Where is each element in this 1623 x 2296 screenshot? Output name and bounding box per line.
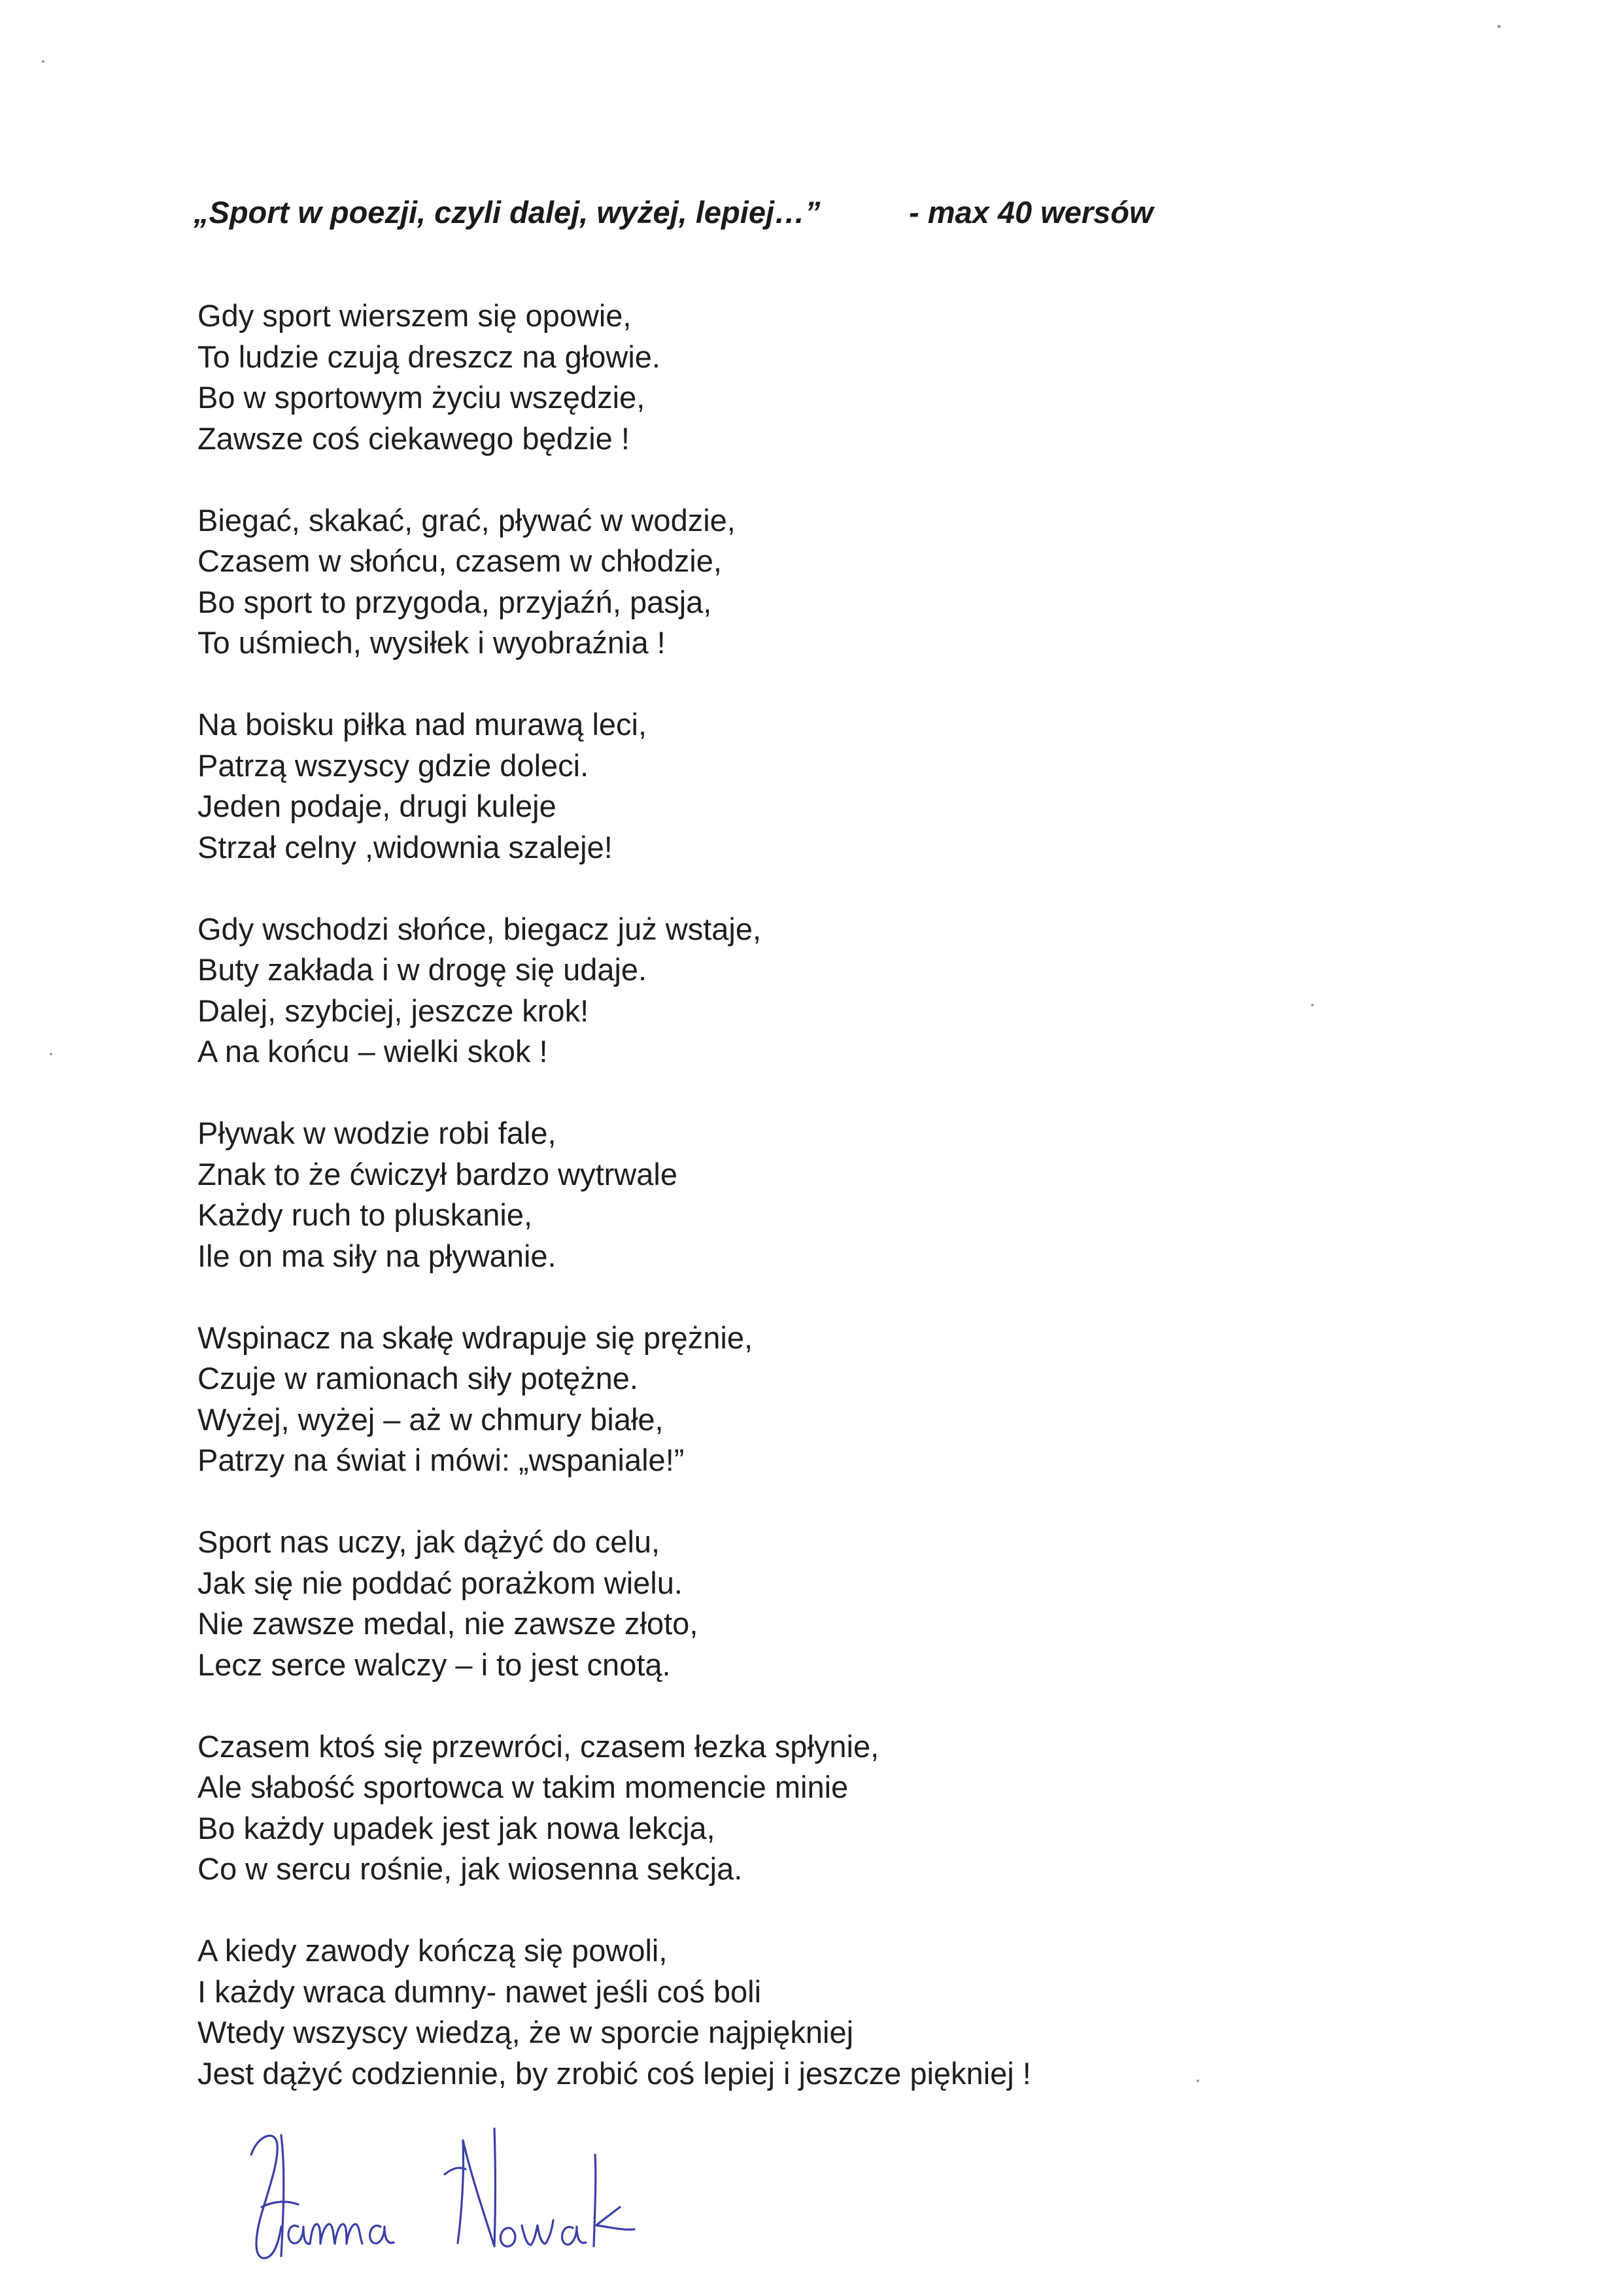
poem-line: Wtedy wszyscy wiedzą, że w sporcie najpiękniej (197, 2015, 854, 2049)
poem-stanza (197, 1318, 1031, 1481)
poem-line: A na końcu – wielki skok ! (197, 1034, 548, 1069)
poem-stanza (197, 1522, 1031, 1685)
poem-line: Lecz serce walczy – i to jest cnotą. (197, 1647, 671, 1682)
poem-line: Biegać, skakać, grać, pływać w wodzie, (197, 502, 736, 538)
poem-line: Nie zawsze medal, nie zawsze złoto, (197, 1606, 698, 1641)
poem-line: Jak się nie poddać porażkom wielu. (197, 1565, 683, 1600)
poem-line: Buty zakłada i w drogę się udaje. (197, 952, 647, 987)
poem-stanza (197, 1726, 1031, 1890)
poem-line: Czasem ktoś się przewróci, czasem łezka spłynie, (197, 1728, 880, 1764)
poem-line: Gdy wschodzi słońce, biegacz już wstaje, (197, 911, 762, 946)
poem-line: Co w sercu rośnie, jak wiosenna sekcja. (197, 1851, 743, 1886)
poem-line: To uśmiech, wysiłek i wyobraźnia ! (197, 625, 666, 660)
poem-line: Każdy ruch to pluskanie, (197, 1197, 533, 1232)
poem-line: Patrzą wszyscy gdzie doleci. (197, 747, 589, 783)
scan-speck (1497, 25, 1501, 28)
scan-speck (1311, 1004, 1314, 1006)
scan-speck (1197, 2080, 1199, 2082)
page-header (194, 193, 1153, 232)
poem-line: Wyżej, wyżej – aż w chmury białe, (197, 1401, 664, 1437)
poem-line: Bo sport to przygoda, przyjaźń, pasja, (197, 584, 712, 619)
poem-line: Wspinacz na skałę wdrapuje się prężnie, (197, 1320, 753, 1355)
poem-line: Gdy sport wierszem się opowie, (197, 298, 632, 333)
poem-stanza (197, 500, 1031, 664)
verse-limit-note: - max 40 wersów (909, 195, 1153, 230)
scan-speck (50, 1053, 52, 1055)
handwritten-signature (235, 2109, 693, 2279)
poem-line: Jeden podaje, drugi kuleje (197, 789, 556, 823)
poem-title: „Sport w poezji, czyli dalej, wyżej, lepiej…” (194, 195, 821, 230)
poem-line: Zawsze coś ciekawego będzie ! (197, 420, 630, 456)
poem-line: Sport nas uczy, jak dążyć do celu, (197, 1524, 660, 1559)
poem-stanza (197, 1930, 1031, 2094)
poem-line: Ile on ma siły na pływanie. (197, 1238, 556, 1273)
poem-line: Pływak w wodzie robi fale, (197, 1116, 556, 1150)
poem-line: Strzał celny ,widownia szaleje! (197, 829, 613, 865)
poem-stanza (197, 296, 1031, 459)
poem-line: Dalej, szybciej, jeszcze krok! (197, 993, 589, 1028)
poem-line: Patrzy na świat i mówi: „wspaniale!” (197, 1443, 685, 1477)
poem-body (197, 296, 1031, 2135)
poem-line: A kiedy zawody kończą się powoli, (197, 1933, 668, 1968)
poem-stanza (197, 704, 1031, 868)
poem-line: Bo każdy upadek jest jak nowa lekcja, (197, 1810, 715, 1845)
poem-line: Na boisku piłka nad murawą leci, (197, 707, 647, 742)
poem-line: Czasem w słońcu, czasem w chłodzie, (197, 543, 722, 578)
poem-line: Czuje w ramionach siły potężne. (197, 1361, 638, 1396)
poem-line: Bo w sportowym życiu wszędzie, (197, 380, 645, 415)
poem-line: I każdy wraca dumny- nawet jeśli coś boli (197, 1974, 762, 2009)
poem-stanza (197, 1113, 1031, 1277)
poem-line: Jest dążyć codziennie, by zrobić coś lepiej i jeszcze piękniej ! (197, 2055, 1031, 2091)
poem-line: Ale słabość sportowca w takim momencie minie (197, 1770, 849, 1804)
poem-line: Znak to że ćwiczył bardzo wytrwale (197, 1156, 677, 1191)
poem-stanza (197, 909, 1031, 1072)
poem-line: To ludzie czują dreszcz na głowie. (197, 339, 660, 374)
scan-speck (42, 60, 44, 63)
